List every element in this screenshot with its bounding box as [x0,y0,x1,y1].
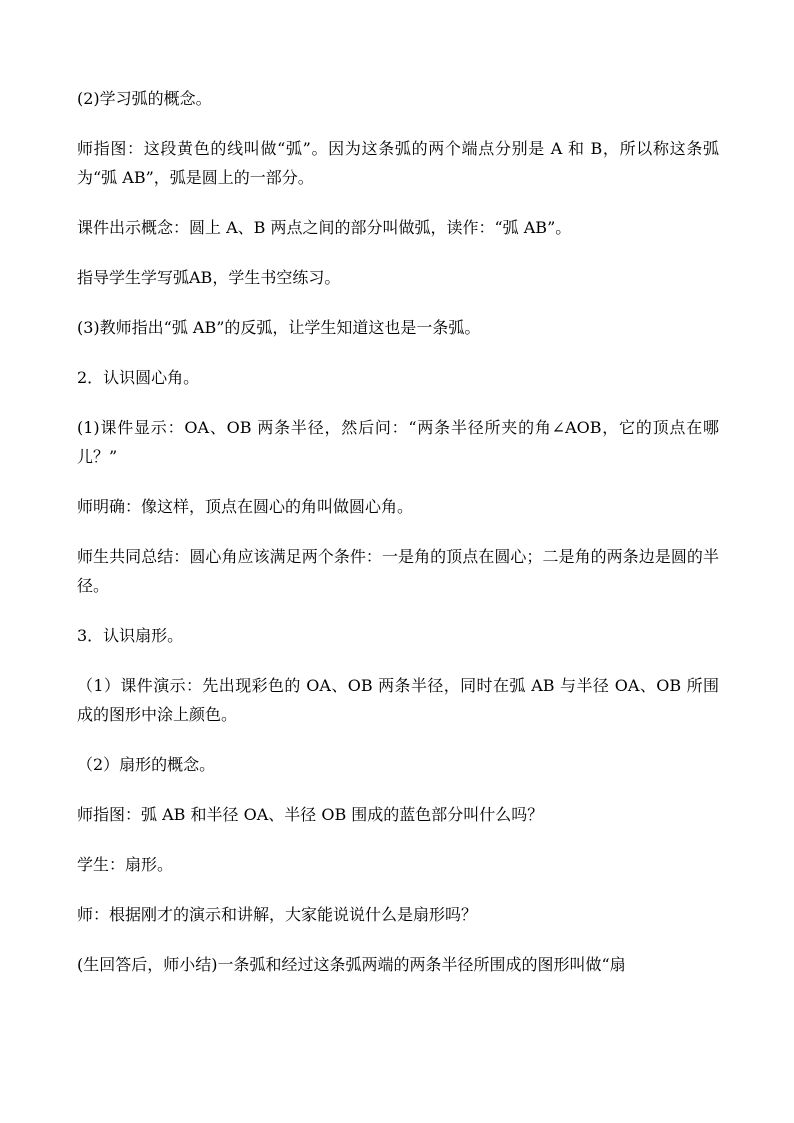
paragraph-central-angle-definition: 师明确：像这样，顶点在圆心的角叫做圆心角。 [77,497,414,516]
paragraph-write-arc-practice: 指导学生学写弧AB，学生书空练习。 [77,268,341,287]
paragraph-sector-summary: (生回答后，师小结)一条弧和经过这条弧两端的两条半径所围成的图形叫做“扇 [77,955,626,974]
paragraph-arc-concept: 课件出示概念：圆上 A、B 两点之间的部分叫做弧，读作：“弧 AB”。 [77,218,572,237]
section-heading-central-angle: 2．认识圆心角。 [77,368,200,387]
section-heading-sector: 3．认识扇形。 [77,626,184,645]
paragraph-teacher-prompt: 师：根据刚才的演示和讲解，大家能说说什么是扇形吗？ [77,905,478,924]
paragraph-central-angle-question: (1)课件显示：OA、OB 两条半径，然后问：“两条半径所夹的角∠AOB，它的顶点在哪儿？” [77,418,719,466]
paragraph-teacher-points-arc: 师指图：这段黄色的线叫做“弧”。因为这条弧的两个端点分别是 A 和 B，所以称这条弧为“弧 AB”，弧是圆上的一部分。 [77,139,719,187]
paragraph-sector-concept-heading: （2）扇形的概念。 [77,755,216,774]
paragraph-student-answer: 学生：扇形。 [77,855,174,874]
document-body [77,84,719,1000]
paragraph-learn-arc-heading: (2)学习弧的概念。 [77,89,212,108]
paragraph-sector-question: 师指图：弧 AB 和半径 OA、半径 OB 围成的蓝色部分叫什么吗？ [77,805,544,824]
paragraph-sector-demo: （1）课件演示：先出现彩色的 OA、OB 两条半径，同时在弧 AB 与半径 OA、OB 所围成的图形中涂上颜色。 [77,676,719,724]
paragraph-central-angle-summary: 师生共同总结：圆心角应该满足两个条件：一是角的顶点在圆心；二是角的两条边是圆的半径。 [77,547,719,595]
paragraph-reverse-arc: (3)教师指出“弧 AB”的反弧，让学生知道这也是一条弧。 [77,318,481,337]
